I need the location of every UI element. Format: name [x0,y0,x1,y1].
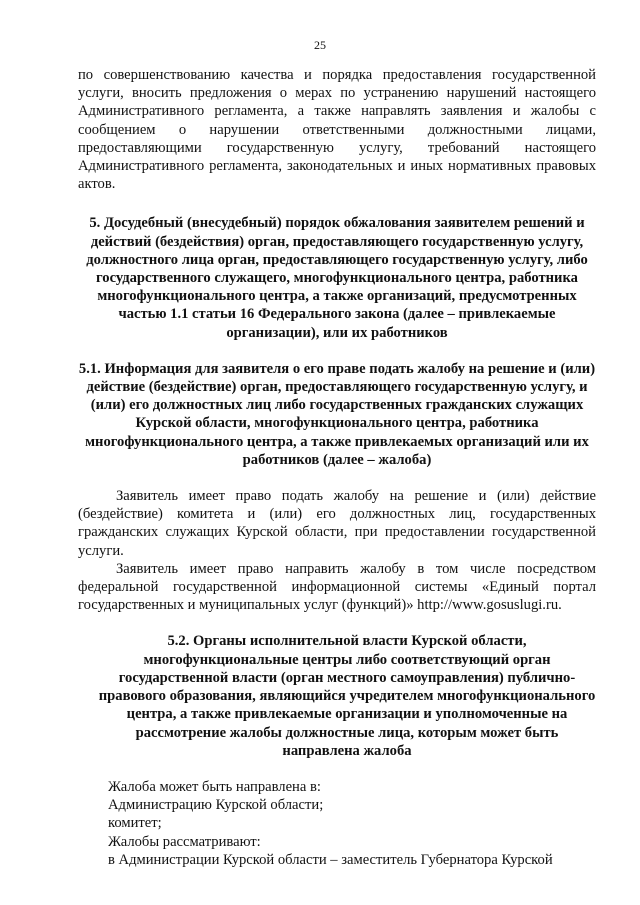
section-5-heading: 5. Досудебный (внесудебный) порядок обжалования заявителем решений и действий (бездействия) орган, предоставляющего государственную услугу, должностного лица орган, предоставляющего государственную услугу, либо государственного служащего, многофункционального центра, работника многофункционального центра, а также организаций, предусмотренных частью 1.1 статьи 16 Федерального закона (далее – привлекаемые организации), или их работников [86,215,588,341]
section-5-1-paragraph-2: Заявитель имеет право направить жалобу в том числе посредством федеральной государственной информационной системы «Единый портал государственных и муниципальных услуг (функций)» http://www.gosuslugi.ru. [78,560,596,614]
document-body [78,66,596,869]
list-line: Жалоба может быть направлена в: [108,778,321,795]
section-5-1-heading: 5.1. Информация для заявителя о его праве подать жалобу на решение и (или) действие (бездействие) орган, предоставляющего государственную услугу, и (или) его должностных лиц либо государственных гражданских служащих Курской области, многофункционального центра, работника многофункционального центра, а также привлекаемых организаций или их работников (далее – жалоба) [78,360,596,468]
section-5-1-paragraph-1: Заявитель имеет право подать жалобу на решение и (или) действие (бездействие) комитета и (или) его должностных лиц, государственных гражданских служащих Курской области, при предоставлении государственной услуги. [78,488,596,559]
intro-paragraph: по совершенствованию качества и порядка предоставления государственной услуги, вносить предложения о мерах по устранению нарушений настоящего Административного регламента, а также направлять заявления и жалобы с сообщением о нарушении ответственными должностными лицами, предоставляющими государственную услугу, требований настоящего Административного регламента, законодательных и иных нормативных правовых актов. [78,67,596,193]
list-line: комитет; [108,815,162,832]
list-line: Жалобы рассматривают: [108,833,261,850]
section-5-2-heading: 5.2. Органы исполнительной власти Курской области, многофункциональные центры либо соответствующий орган государственной власти (орган местного самоуправления) публично-правового образования, являющийся учредителем многофункционального центра, а также привлекаемые организации и уполномоченные на рассмотрение жалобы должностные лица, которым может быть направлена жалоба [98,633,596,759]
list-line: в Администрации Курской области – заместитель Губернатора Курской [108,851,553,868]
list-line: Администрацию Курской области; [108,797,324,814]
page-number: 25 [314,38,326,52]
